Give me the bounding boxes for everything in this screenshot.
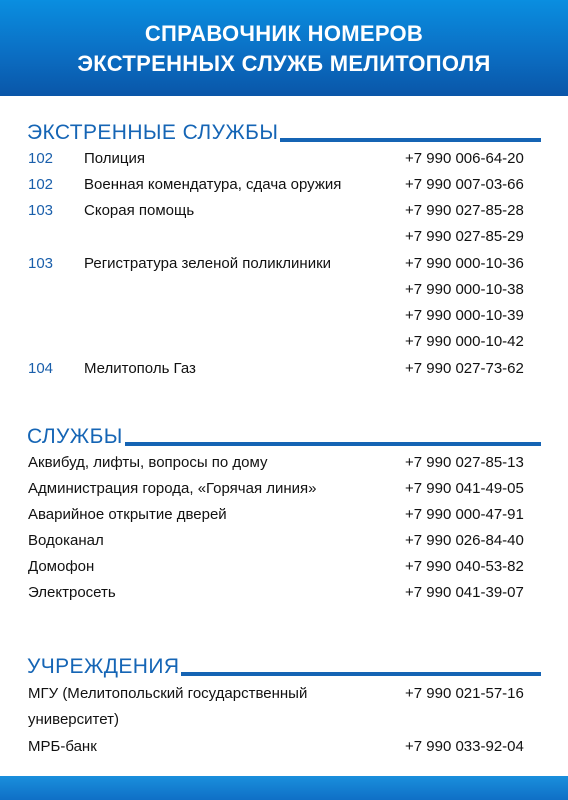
section-heading: СЛУЖБЫ	[27, 425, 123, 448]
phone-number[interactable]: +7 990 027-85-28	[405, 202, 524, 219]
service-name: Водоканал	[28, 532, 104, 549]
section-heading: УЧРЕЖДЕНИЯ	[27, 655, 180, 678]
phone-number[interactable]: +7 990 027-73-62	[405, 360, 524, 377]
list-item	[0, 580, 568, 606]
service-name: Администрация города, «Горячая линия»	[28, 480, 317, 497]
list-item	[0, 224, 568, 250]
phone-number[interactable]: +7 990 027-85-13	[405, 454, 524, 471]
section-rule	[181, 672, 541, 676]
phone-number[interactable]: +7 990 041-49-05	[405, 480, 524, 497]
section-title-emergency	[27, 116, 541, 144]
phone-number[interactable]: +7 990 041-39-07	[405, 584, 524, 601]
service-name: Регистратура зеленой поликлиники	[84, 255, 332, 272]
service-name: Полиция	[84, 150, 146, 167]
phone-number[interactable]: +7 990 021-57-16	[405, 685, 524, 702]
service-code: 104	[28, 360, 54, 377]
footer-bar	[0, 776, 568, 800]
phone-number[interactable]: +7 990 027-85-29	[405, 228, 524, 245]
service-code: 103	[28, 202, 54, 219]
service-name: университет)	[28, 711, 119, 728]
service-name: МГУ (Мелитопольский государственный	[28, 685, 308, 702]
list-item	[0, 303, 568, 329]
phone-number[interactable]: +7 990 033-92-04	[405, 738, 524, 755]
section-rule	[280, 138, 541, 142]
phone-number[interactable]: +7 990 000-10-42	[405, 333, 524, 350]
list-item	[0, 251, 568, 277]
service-code: 102	[28, 176, 54, 193]
phone-number[interactable]: +7 990 026-84-40	[405, 532, 524, 549]
section-title-institutions	[27, 650, 541, 678]
list-item	[0, 707, 568, 733]
list-item	[0, 356, 568, 382]
list-item	[0, 554, 568, 580]
phone-number[interactable]: +7 990 006-64-20	[405, 150, 524, 167]
service-name: Мелитополь Газ	[84, 360, 196, 377]
section-rule	[125, 442, 541, 446]
service-code: 102	[28, 150, 54, 167]
phone-number[interactable]: +7 990 000-10-36	[405, 255, 524, 272]
service-name: Аквибуд, лифты, вопросы по дому	[28, 454, 268, 471]
phone-number[interactable]: +7 990 000-47-91	[405, 506, 524, 523]
list-item	[0, 146, 568, 172]
phone-number[interactable]: +7 990 040-53-82	[405, 558, 524, 575]
list-item	[0, 329, 568, 355]
list-item	[0, 476, 568, 502]
phone-number[interactable]: +7 990 000-10-39	[405, 307, 524, 324]
list-item	[0, 502, 568, 528]
title-line-2: ЭКСТРЕННЫХ СЛУЖБ МЕЛИТОПОЛЯ	[77, 51, 491, 76]
service-code: 103	[28, 255, 54, 272]
title-line-1: СПРАВОЧНИК НОМЕРОВ	[144, 21, 424, 46]
list-item	[0, 198, 568, 224]
section-title-services	[27, 420, 541, 448]
header-banner	[0, 0, 568, 96]
phone-number[interactable]: +7 990 007-03-66	[405, 176, 524, 193]
list-item	[0, 277, 568, 303]
list-item	[0, 450, 568, 476]
list-item	[0, 528, 568, 554]
service-name: МРБ-банк	[28, 738, 97, 755]
list-item	[0, 172, 568, 198]
list-item	[0, 681, 568, 707]
service-name: Военная комендатура, сдача оружия	[84, 176, 342, 193]
phone-number[interactable]: +7 990 000-10-38	[405, 281, 524, 298]
section-heading: ЭКСТРЕННЫЕ СЛУЖБЫ	[27, 121, 279, 144]
list-item	[0, 734, 568, 760]
service-name: Аварийное открытие дверей	[28, 506, 227, 523]
service-name: Домофон	[28, 558, 95, 575]
service-name: Скорая помощь	[84, 202, 195, 219]
service-name: Электросеть	[28, 584, 116, 601]
